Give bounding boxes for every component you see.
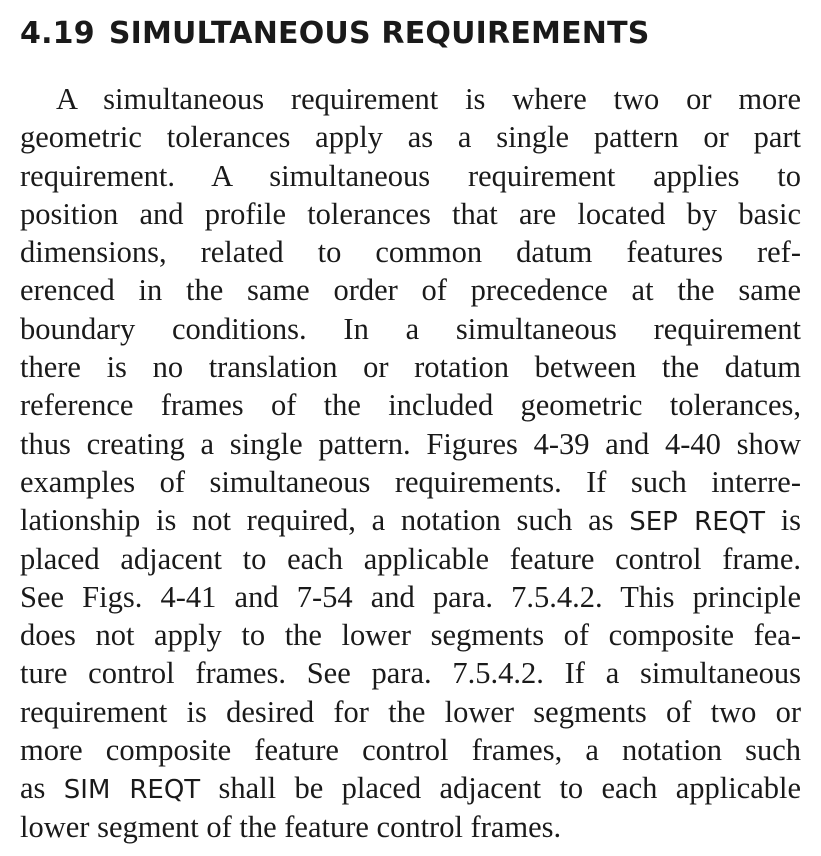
text-line: reference frames of the included geometric tolerances, [20, 388, 801, 423]
text-line: there is no translation or rotation between the datum [20, 350, 801, 385]
text-segment: is [780, 503, 801, 538]
text-line: boundary conditions. In a simultaneous requirement [20, 311, 801, 346]
section-number: 4.19 [20, 16, 95, 51]
sep-reqt-notation: SEP REQT [629, 507, 765, 538]
text-line: erenced in the same order of precedence at the same [20, 273, 801, 308]
text-segment: shall be placed adjacent to each applicable [218, 771, 801, 806]
sim-reqt-notation: SIM REQT [63, 775, 201, 806]
text-segment: as [20, 771, 46, 806]
text-line-with-notation [20, 769, 801, 807]
section-title: SIMULTANEOUS REQUIREMENTS [108, 16, 650, 51]
text-line: geometric tolerances apply as a single pattern or part [20, 120, 801, 155]
text-line: requirement. A simultaneous requirement applies to [20, 158, 801, 193]
text-line: A simultaneous requirement is where two or more [56, 82, 801, 116]
text-line: placed adjacent to each applicable feature control frame. [20, 541, 801, 576]
text-line: dimensions, related to common datum features ref- [20, 235, 801, 270]
text-line-with-notation [20, 501, 801, 539]
text-line: examples of simultaneous requirements. If such interre- [20, 464, 801, 499]
text-line: ture control frames. See para. 7.5.4.2. If a simultaneous [20, 656, 801, 691]
section-heading [20, 14, 650, 54]
paragraph-body [20, 80, 801, 846]
text-line: See Figs. 4-41 and 7-54 and para. 7.5.4.2. This principle [20, 579, 801, 614]
text-line: position and profile tolerances that are located by basic [20, 196, 801, 231]
text-line: lower segment of the feature control frames. [20, 809, 562, 844]
text-line: requirement is desired for the lower segments of two or [20, 694, 801, 729]
text-segment: lationship is not required, a notation such as [20, 503, 614, 538]
text-line: does not apply to the lower segments of composite fea- [20, 618, 801, 653]
text-line: thus creating a single pattern. Figures 4-39 and 4-40 show [20, 426, 801, 461]
text-line: more composite feature control frames, a notation such [20, 733, 801, 768]
